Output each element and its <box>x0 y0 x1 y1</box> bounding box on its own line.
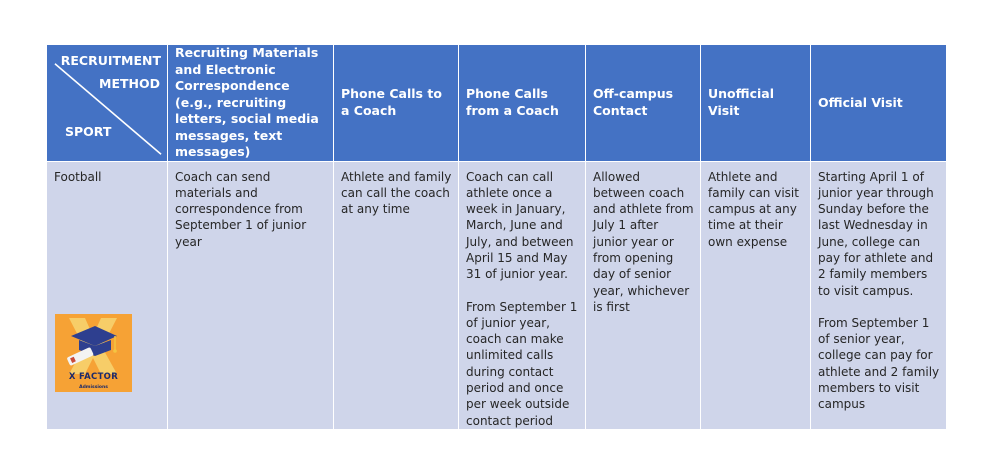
header-recruiting-materials: Recruiting Materials and Electronic Correspondence (e.g., recruiting letters, social media messages, text messages) <box>168 45 334 162</box>
corner-label-recruitment: RECRUITMENT <box>60 53 161 68</box>
header-phone-calls-from-coach: Phone Calls from a Coach <box>459 45 586 162</box>
header-off-campus-contact: Off-campus Contact <box>586 45 701 162</box>
cell-text: Allowed between coach and athlete from July 1 after junior year or from opening day of senior year, whichever is first <box>593 169 694 314</box>
cell-text: Coach can send materials and correspondence from September 1 of junior year <box>175 169 307 249</box>
cell-text: Starting April 1 of junior year through Sunday before the last Wednesday in June, college can pay for athlete and 2 family members to visit campus. <box>818 169 934 298</box>
corner-header-cell <box>47 45 168 162</box>
corner-label-method: METHOD <box>99 76 160 91</box>
cell-text: Athlete and family can call the coach at any time <box>341 169 452 217</box>
corner-label-sport: SPORT <box>65 123 112 139</box>
cell-recruiting-materials <box>168 161 334 429</box>
cell-phone-calls-from-coach <box>459 161 586 429</box>
cell-off-campus-contact <box>586 161 701 429</box>
header-row <box>47 45 947 162</box>
cell-official-visit <box>811 161 947 429</box>
sport-cell <box>47 161 168 429</box>
cell-text: Coach can call athlete once a week in January, March, June and July, and between April 15 and May 31 of junior year. <box>466 169 574 282</box>
sport-name: Football <box>54 169 102 184</box>
header-unofficial-visit: Unofficial Visit <box>701 45 811 162</box>
cell-phone-calls-to-coach <box>334 161 459 429</box>
x-factor-logo <box>55 314 132 392</box>
recruiting-rules-table <box>46 44 947 430</box>
cell-text: Athlete and family can visit campus at any time at their own expense <box>708 169 799 249</box>
logo-title: X FACTOR <box>68 371 119 382</box>
logo-subtitle: Admissions <box>79 384 108 390</box>
cell-text-second-paragraph: From September 1 of senior year, college can pay for athlete and 2 family members to visit campus <box>818 315 940 412</box>
header-official-visit: Official Visit <box>811 45 947 162</box>
table-row <box>47 161 947 429</box>
cell-text-second-paragraph: From September 1 of junior year, coach can make unlimited calls during contact period and once per week outside contact period <box>466 299 578 428</box>
cell-unofficial-visit <box>701 161 811 429</box>
header-phone-calls-to-coach: Phone Calls to a Coach <box>334 45 459 162</box>
